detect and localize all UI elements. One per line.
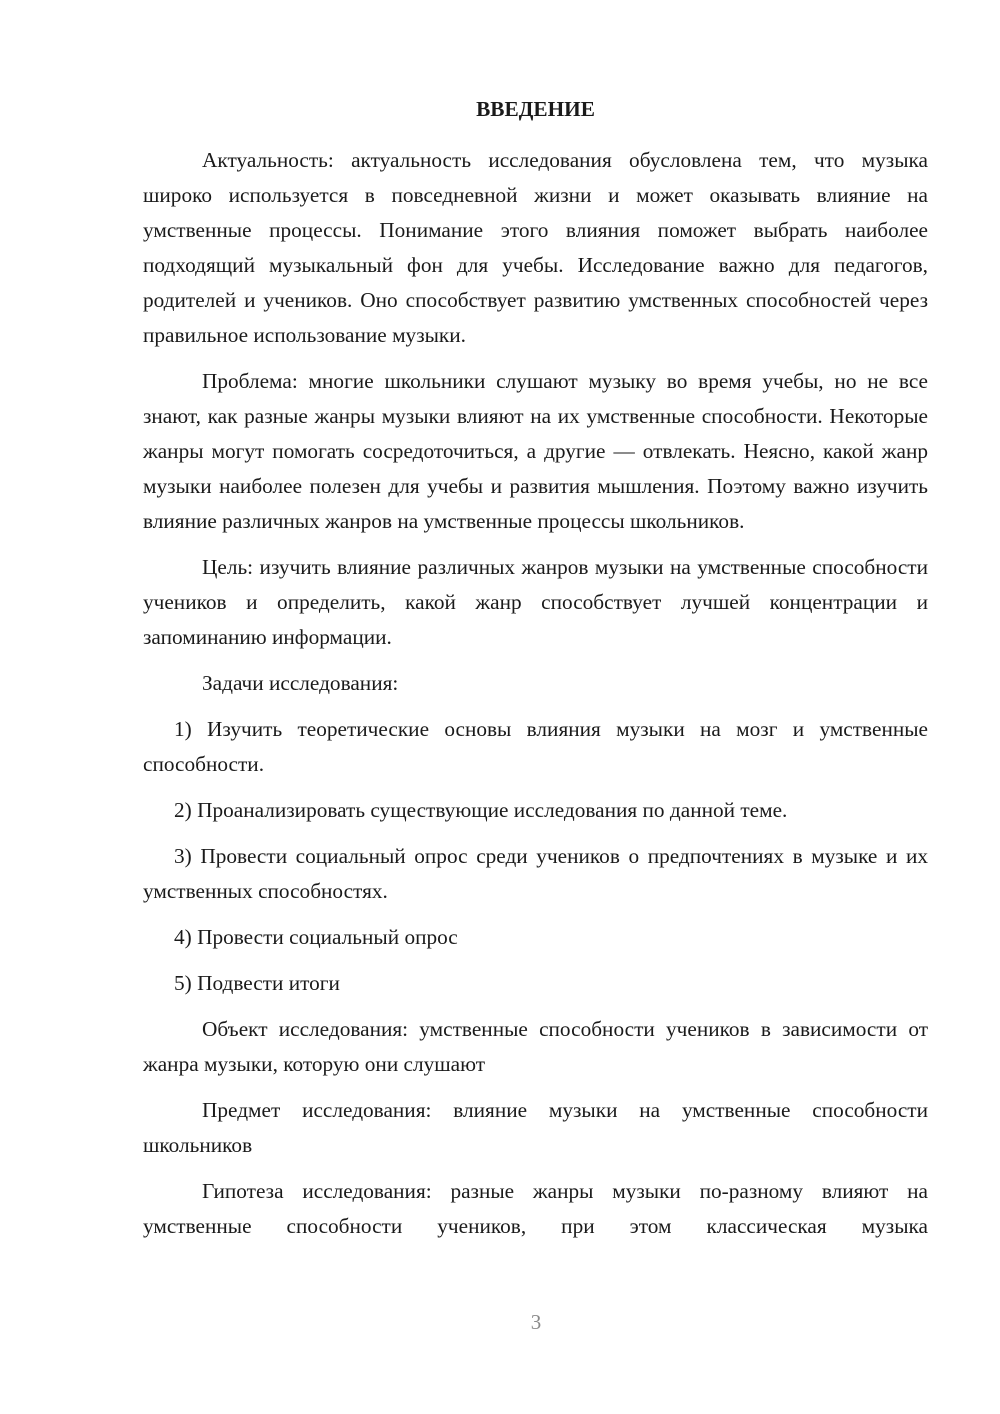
document-page	[143, 92, 928, 1244]
relevance-paragraph: Актуальность: актуальность исследования обусловлена тем, что музыка широко используется в повседневной жизни и может оказывать влияние на умственные процессы. Понимание этого влияния поможет выбрать наиболее подходящий музыкальный фон для учебы. Исследование важно для педагогов, родителей и учеников. Оно способствует развитию умственных способностей через правильное использование музыки.	[143, 148, 928, 347]
tasks-heading: Задачи исследования:	[202, 671, 399, 695]
task-item: 5) Подвести итоги	[174, 971, 340, 995]
subject-paragraph: Предмет исследования: влияние музыки на умственные способности школьников	[143, 1098, 928, 1157]
task-item: 1) Изучить теоретические основы влияния музыки на мозг и умственные способности.	[143, 717, 928, 776]
task-item: 3) Провести социальный опрос среди учеников о предпочтениях в музыке и их умственных способностях.	[143, 844, 928, 903]
page-title: ВВЕДЕНИЕ	[476, 97, 595, 121]
task-item: 4) Провести социальный опрос	[174, 925, 458, 949]
goal-paragraph: Цель: изучить влияние различных жанров музыки на умственные способности учеников и определить, какой жанр способствует лучшей концентрации и запоминанию информации.	[143, 555, 928, 649]
hypothesis-paragraph: Гипотеза исследования: разные жанры музыки по-разному влияют на умственные способности учеников, при этом классическая музыка	[143, 1179, 928, 1238]
task-item: 2) Проанализировать существующие исследования по данной теме.	[174, 798, 788, 822]
problem-paragraph: Проблема: многие школьники слушают музыку во время учебы, но не все знают, как разные жанры музыки влияют на их умственные способности. Некоторые жанры могут помогать сосредоточиться, а другие — отвлекать. Неясно, какой жанр музыки наиболее полезен для учебы и развития мышления. Поэтому важно изучить влияние различных жанров на умственные процессы школьников.	[143, 369, 928, 533]
page-number: 3	[530, 1310, 542, 1334]
object-paragraph: Объект исследования: умственные способности учеников в зависимости от жанра музыки, которую они слушают	[143, 1017, 928, 1076]
